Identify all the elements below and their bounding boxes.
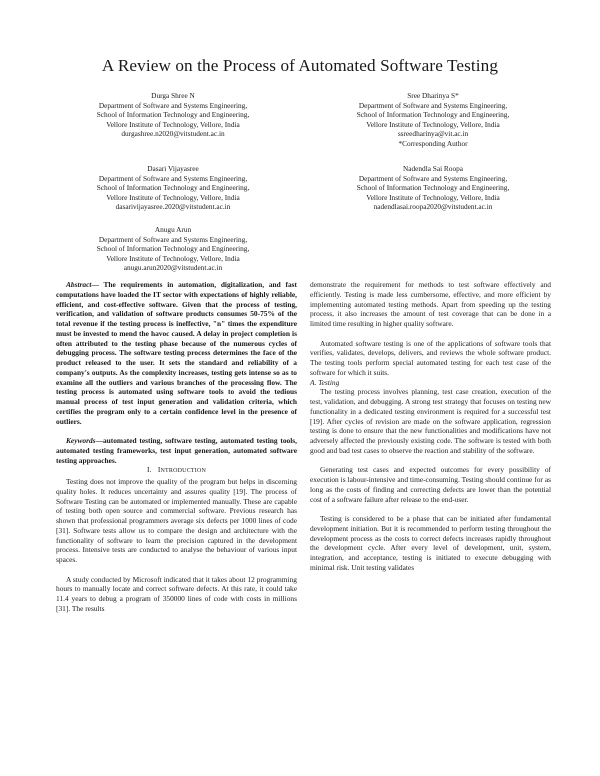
author-name: Sree Dharinya S* (407, 91, 459, 100)
author-name: Anugu Arun (154, 225, 192, 234)
section-title-initial: I (157, 465, 161, 475)
left-column (56, 280, 297, 614)
right-column (310, 280, 551, 573)
author-name: Durga Shree N (151, 91, 195, 100)
abstract (56, 280, 297, 426)
author-school: School of Information Technology and Engineering, (356, 183, 510, 193)
author-dept: Department of Software and Systems Engineering, (98, 100, 248, 110)
author-school: School of Information Technology and Engineering, (96, 110, 250, 120)
abstract-label: Abstract (66, 280, 92, 289)
author-block-1 (50, 91, 296, 139)
abstract-text: — The requirements in automation, digitalization, and fast computations have loaded the IT sector with expectations of highly reliable, efficient, and cost-effective software. Given that the process of testing, verification, and validation of software products consumes 50-75% of the total revenue if the testing process is ineffective, "n" times the expenditure must be invested to mend the havoc caused. A delay in project completion is often attributed to the testing phase because of the numerous cycles of debugging process. The software testing process determines the face of the product released to the user. It sets the standard and reliability of a company's outputs. As the complexity increases, testing gets intense so as to examine all the outliers and various branches of the processing flow. The testing process is automated using software tools to avoid the tedious manual process of test input generation and validation criteria, which certifies the program only to a certain confidence level in the presence of outliers. (56, 280, 297, 426)
author-name: Dasari Vijayasree (147, 164, 199, 173)
author-email: ssreedharinya@vit.ac.in (397, 129, 469, 139)
author-institute: Vellore Institute of Technology, Vellore, India (366, 119, 500, 129)
corresponding-author-note: *Corresponding Author (398, 138, 468, 148)
author-block-3 (50, 164, 296, 212)
author-dept: Department of Software and Systems Engineering, (358, 100, 508, 110)
section-title-rest: NTRODUCTION (160, 468, 207, 475)
right-paragraph-2: Automated software testing is one of the applications of software tools that verifies, validates, develops, delivers, and reviews the whole software product. The testing tools perform special automated testing for each test case of the software for which it suits. (310, 338, 551, 377)
author-school: School of Information Technology and Engineering, (96, 244, 250, 254)
author-email: dasarivijayasree.2020@vitstudent.ac.in (115, 202, 231, 212)
author-institute: Vellore Institute of Technology, Vellore, India (106, 119, 240, 129)
keywords-text: —automated testing, software testing, automated testing tools, automated testing frameworks, test input generation, automated software testing approaches. (56, 436, 297, 465)
author-institute: Vellore Institute of Technology, Vellore, India (106, 253, 240, 263)
author-name: Nadendla Sai Roopa (403, 164, 463, 173)
author-dept: Department of Software and Systems Engineering, (98, 234, 248, 244)
paper-title: A Review on the Process of Automated Software Testing (101, 56, 499, 75)
section-heading-introduction (56, 465, 297, 477)
author-block-4 (310, 164, 556, 212)
author-email: anugu.arun2020@vitstudent.ac.in (123, 263, 223, 273)
keywords (56, 436, 297, 465)
author-dept: Department of Software and Systems Engineering, (98, 173, 248, 183)
author-school: School of Information Technology and Engineering, (356, 110, 510, 120)
section-number: I. (146, 465, 152, 475)
subsection-heading-testing: A. Testing (310, 377, 340, 387)
testing-paragraph-3: Testing is considered to be a phase that can be initiated after fundamental development initiation. But it is recommended to perform testing throughout the development process as the costs to correct defects increases rapidly throughout the development cycle. After every level of development, unit, system, integration, and acceptance, testing is initiated to execute debugging with minimal risk. Unit testing validates (310, 514, 551, 572)
author-email: durgashree.n2020@vitstudent.ac.in (121, 129, 225, 139)
intro-paragraph-1: Testing does not improve the quality of the program but helps in discerning quality holes. It reduces uncertainty and assures quality [19]. The process of Software Testing can be automated or implemented manually. These are capable of testing both open source and commercial software. Previous research has shown that professional programmers average six defects per 1000 lines of code [31]. Software tests allow us to compare the design and architecture with the functionality of software to learn the precision captured in the development process. Intensive tests are conducted to analyse the behaviour of various input spaces. (56, 477, 297, 564)
testing-paragraph-2: Generating test cases and expected outcomes for every possibility of execution is labour-intensive and time-consuming. Testing should continue for as long as the costs of finding and correcting defects are lower than the potential cost of a software failure after release to the end-user. (310, 465, 551, 504)
testing-paragraph-1: The testing process involves planning, test case creation, execution of the test, validation, and debugging. A strong test strategy that focuses on testing new functionality in a dedicated testing environment is required for a successful test [19]. After cycles of revision are made on the software application, regression testing is done to ensure that the new functionalities and modifications have not adversely affected the previously existing code. The software is tested with both good and bad test cases to observe the reaction and stability of the software. (310, 387, 551, 455)
author-institute: Vellore Institute of Technology, Vellore, India (366, 192, 500, 202)
author-block-5 (50, 225, 296, 273)
author-institute: Vellore Institute of Technology, Vellore, India (106, 192, 240, 202)
author-email: nadendlasai.roopa2020@vitstudent.ac.in (373, 202, 493, 212)
author-school: School of Information Technology and Engineering, (96, 183, 250, 193)
author-dept: Department of Software and Systems Engineering, (358, 173, 508, 183)
author-block-2 (310, 91, 556, 149)
keywords-label: Keywords (66, 436, 96, 445)
right-paragraph-1: demonstrate the requirement for methods to test software effectively and efficiently. Testing is made less cumbersome, effective, and more efficient by implementing automated testing methods. Apart from speeding up the testing process, it also increases the amount of test coverage that can be done in a limited time resulting in higher quality software. (310, 280, 551, 328)
intro-paragraph-2: A study conducted by Microsoft indicated that it takes about 12 programming hours to manually locate and correct software defects. At this rate, it could take 11.4 years to debug a program of 350000 lines of code with costs in millions [31]. The results (56, 574, 297, 613)
